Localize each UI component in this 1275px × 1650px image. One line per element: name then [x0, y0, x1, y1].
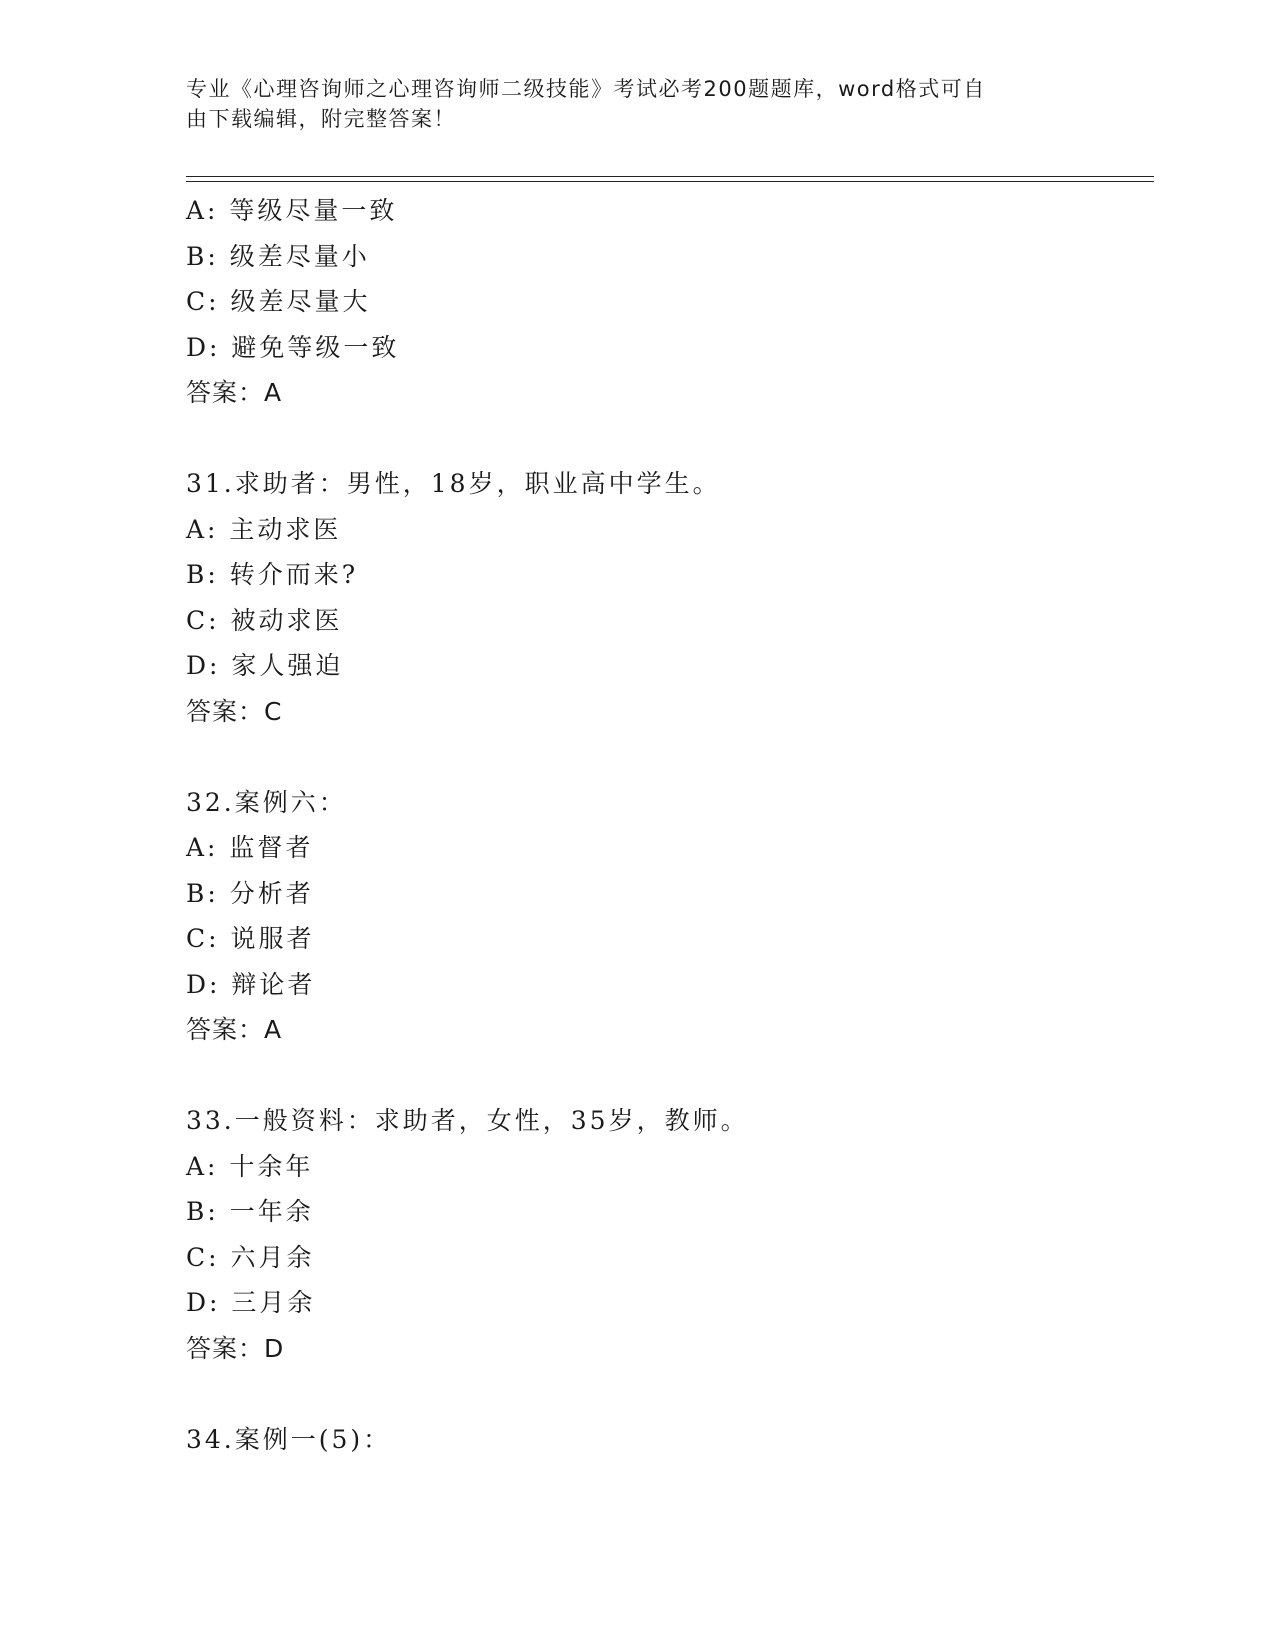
header-divider-top: [186, 176, 1154, 177]
option-d: D: 三月余: [186, 1288, 316, 1317]
answer-line: 答案：A: [186, 378, 283, 407]
spacer: [186, 734, 1146, 780]
answer-line: 答案：A: [186, 1015, 283, 1044]
option-b: B: 一年余: [186, 1197, 314, 1226]
option-a: A: 等级尽量一致: [186, 196, 398, 225]
question-stem: 34.案例一(5)：: [186, 1424, 392, 1454]
option-d: D: 辩论者: [186, 969, 316, 999]
option-c: C: 级差尽量大: [186, 287, 371, 316]
spacer: [186, 1371, 1146, 1417]
question-stem: 33.一般资料：求助者，女性，35岁，教师。: [186, 1106, 749, 1135]
option-a: A: 十余年: [186, 1151, 314, 1181]
option-c: C: 被动求医: [186, 605, 343, 635]
option-b: B: 转介而来?: [186, 560, 359, 589]
header-line-1: 专业《心理咨询师之心理咨询师二级技能》考试必考200题题库，word格式可自: [186, 77, 986, 101]
option-c: C: 六月余: [186, 1242, 315, 1272]
option-c: C: 说服者: [186, 924, 315, 953]
answer-line: 答案：D: [186, 1333, 285, 1363]
option-b: B: 级差尽量小: [186, 241, 370, 271]
spacer: [186, 416, 1146, 462]
header-line-2: 由下载编辑，附完整答案！: [186, 107, 456, 131]
question-list: [186, 188, 1146, 1462]
option-d: D: 避免等级一致: [186, 332, 400, 362]
header-divider-bottom: [186, 181, 1154, 182]
option-a: A: 监督者: [186, 833, 314, 862]
option-d: D: 家人强迫: [186, 651, 344, 680]
question-stem: 31.求助者：男性，18岁，职业高中学生。: [186, 469, 721, 498]
document-header: [186, 74, 1066, 134]
spacer: [186, 1053, 1146, 1099]
question-stem: 32.案例六：: [186, 787, 347, 817]
option-a: A: 主动求医: [186, 514, 342, 544]
option-b: B: 分析者: [186, 878, 314, 908]
answer-line: 答案：C: [186, 696, 283, 726]
